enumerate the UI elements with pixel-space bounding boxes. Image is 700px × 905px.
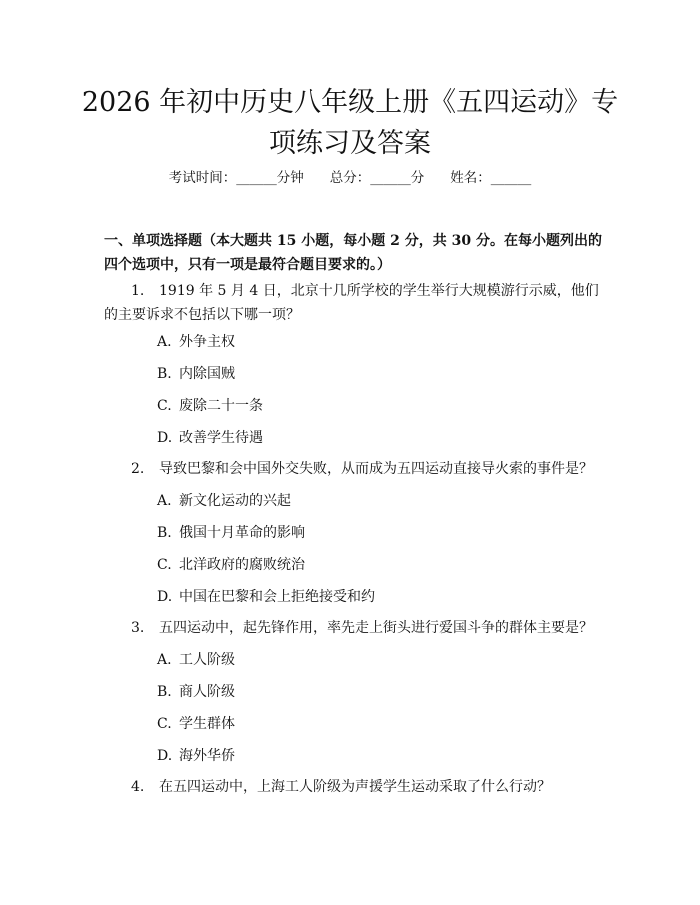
option-text: 新文化运动的兴起: [179, 493, 291, 509]
option-text: 俄国十月革命的影响: [179, 525, 305, 541]
question-text: 导致巴黎和会中国外交失败，从而成为五四运动直接导火索的事件是？: [159, 461, 593, 477]
option-2a: [157, 491, 291, 511]
option-text: 海外华侨: [179, 748, 235, 764]
question-text: 在五四运动中，上海工人阶级为声援学生运动采取了什么行动？: [159, 779, 551, 795]
option-3a: [157, 650, 235, 670]
option-3d: [157, 746, 235, 766]
question-number: 1.: [131, 283, 145, 299]
option-1a: [157, 332, 235, 352]
option-text: 北洋政府的腐败统治: [179, 557, 305, 573]
option-2b: [157, 523, 305, 543]
question-number: 2.: [131, 461, 145, 477]
total-score-label: 总分：______分: [329, 170, 425, 186]
option-text: 中国在巴黎和会上拒绝接受和约: [179, 589, 375, 605]
option-letter: C.: [157, 716, 172, 732]
option-text: 工人阶级: [179, 652, 235, 668]
option-text: 商人阶级: [179, 684, 235, 700]
option-2d: [157, 587, 375, 607]
option-letter: C.: [157, 557, 172, 573]
question-number: 4.: [131, 779, 145, 795]
question-number: 3.: [131, 620, 145, 636]
option-text: 外争主权: [179, 334, 235, 350]
question-3: [104, 616, 604, 640]
option-letter: C.: [157, 398, 172, 414]
option-letter: D.: [157, 748, 173, 764]
option-text: 内除国贼: [179, 366, 235, 382]
exam-time-label: 考试时间：______分钟: [168, 170, 304, 186]
option-letter: B.: [157, 684, 172, 700]
option-3c: [157, 714, 235, 734]
option-letter: B.: [157, 525, 172, 541]
question-4: [104, 775, 604, 799]
option-letter: D.: [157, 430, 173, 446]
question-text: 1919 年 5 月 4 日，北京十几所学校的学生举行大规模游行示威，他们的主要诉求不包括以下哪一项？: [104, 283, 599, 323]
document-title: 2026 年初中历史八年级上册《五四运动》专项练习及答案: [81, 87, 619, 159]
option-1d: [157, 428, 263, 448]
option-1b: [157, 364, 235, 384]
exam-info-line: [0, 168, 700, 188]
option-text: 改善学生待遇: [179, 430, 263, 446]
section-heading: 一、单项选择题（本大题共 15 小题，每小题 2 分，共 30 分。在每小题列出的四个选项中，只有一项是最符合题目要求的。）: [104, 233, 602, 273]
question-1: [104, 279, 604, 327]
student-name-label: 姓名：______: [450, 170, 532, 186]
option-text: 学生群体: [179, 716, 235, 732]
option-text: 废除二十一条: [179, 398, 263, 414]
option-3b: [157, 682, 235, 702]
option-2c: [157, 555, 305, 575]
option-letter: D.: [157, 589, 173, 605]
option-letter: B.: [157, 366, 172, 382]
option-letter: A.: [157, 652, 172, 668]
option-letter: A.: [157, 493, 172, 509]
option-letter: A.: [157, 334, 172, 350]
question-2: [104, 457, 604, 481]
question-text: 五四运动中，起先锋作用，率先走上街头进行爱国斗争的群体主要是？: [159, 620, 593, 636]
option-1c: [157, 396, 263, 416]
